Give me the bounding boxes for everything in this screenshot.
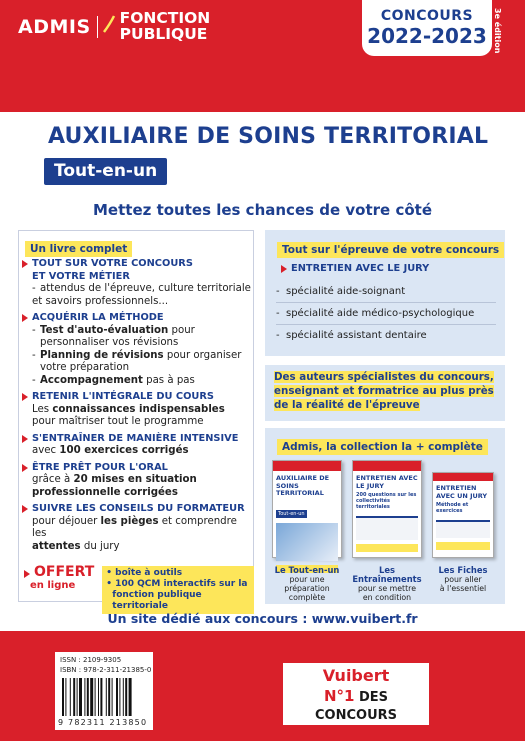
book-cover-tout-en-un: AUXILIAIRE DE SOINS TERRITORIAL Tout-en-un xyxy=(272,460,342,558)
vuibert-logo: Vuibert N°1 DES CONCOURS xyxy=(283,663,429,725)
divider xyxy=(276,302,496,303)
left-label-wrap xyxy=(25,237,132,257)
barcode-icon xyxy=(62,678,148,718)
offert-block xyxy=(24,566,254,614)
cover-photo xyxy=(276,523,338,561)
feature-list xyxy=(22,258,254,557)
edition-label: 3e édition xyxy=(493,8,502,54)
offert-box: • boîte à outils • 100 QCM interactifs sur la fonction publique territoriale xyxy=(102,566,254,614)
spec-assistant-dentaire: - spécialité assistant dentaire xyxy=(276,330,427,341)
barcode-number: 9 782311 213850 xyxy=(58,718,148,727)
section-conseils: SUIVRE LES CONSEILS DU FORMATEUR pour déjouer les pièges et comprendre les attentes du jury xyxy=(22,503,254,553)
website-line: Un site dédié aux concours : www.vuibert.fr xyxy=(107,611,418,626)
epreuve-label: Tout sur l'épreuve de votre concours xyxy=(277,242,504,258)
page-title: AUXILIAIRE DE SOINS TERRITORIAL xyxy=(48,124,489,149)
spec-aide-medico: - spécialité aide médico-psychologique xyxy=(276,308,475,319)
caption-tout-en-un: Le Tout-en-un pour une préparation complète xyxy=(274,565,340,602)
tagline: Mettez toutes les chances de votre côté xyxy=(93,201,432,219)
book-cover-entrainements: ENTRETIEN AVEC LE JURY 200 questions sur les collectivités territoriales xyxy=(352,460,422,558)
subtitle-tag: Tout-en-un xyxy=(44,158,167,185)
concours-box xyxy=(362,0,492,56)
issn-isbn: ISSN : 2109-9305 ISBN : 978-2-311-21385-0 xyxy=(60,656,152,674)
book-cover-fiches: ENTRETIEN AVEC UN JURY Méthode et exercices xyxy=(432,472,494,558)
brand-logo xyxy=(18,10,210,42)
swoosh-icon xyxy=(102,14,116,36)
triangle-bullet-icon xyxy=(24,570,30,578)
triangle-bullet-icon xyxy=(22,260,28,268)
cover-band xyxy=(356,516,418,540)
concours-years: 2022-2023 xyxy=(367,24,487,48)
divider xyxy=(276,324,496,325)
triangle-bullet-icon xyxy=(22,314,28,322)
entretien-heading: ENTRETIEN AVEC LE JURY xyxy=(281,263,429,274)
triangle-bullet-icon xyxy=(22,435,28,443)
section-concours: TOUT SUR VOTRE CONCOURS ET VOTRE MÉTIER - attendus de l'épreuve, culture territoriale et savoirs professionnels... xyxy=(22,258,254,308)
cover-band xyxy=(436,520,490,538)
brand-fonction-publique: FONCTION PUBLIQUE xyxy=(119,9,211,43)
left-label: Un livre complet xyxy=(25,241,132,257)
concours-word: CONCOURS xyxy=(380,8,474,24)
auteurs-text: Des auteurs spécialistes du concours, enseignant et formatrice au plus près de la réalité de l'épreuve xyxy=(274,371,494,411)
offert-tag: OFFERT en ligne xyxy=(24,566,94,592)
section-entrainement: S'ENTRAÎNER DE MANIÈRE INTENSIVE avec 100 exercices corrigés xyxy=(22,433,254,458)
triangle-bullet-icon xyxy=(22,464,28,472)
section-oral: ÊTRE PRÊT POUR L'ORAL grâce à 20 mises en situation professionnelle corrigées xyxy=(22,462,254,500)
triangle-bullet-icon xyxy=(281,265,287,273)
section-cours: RETENIR L'INTÉGRALE DU COURS Les connaissances indispensables pour maîtriser tout le programme xyxy=(22,391,254,429)
caption-fiches: Les Fiches pour aller à l'essentiel xyxy=(438,565,488,593)
spec-aide-soignant: - spécialité aide-soignant xyxy=(276,286,406,297)
collection-label: Admis, la collection la + complète xyxy=(277,439,488,455)
section-methode: ACQUÉRIR LA MÉTHODE - Test d'auto-évaluation pour personnaliser vos révisions - Planning de révisions pour organiser votre préparation - Accompagnement pas à pas xyxy=(22,312,254,387)
brand-admis: ADMIS xyxy=(18,16,98,38)
triangle-bullet-icon xyxy=(22,505,28,513)
caption-entrainements: Les Entraînements pour se mettre en condition xyxy=(352,565,422,602)
triangle-bullet-icon xyxy=(22,393,28,401)
